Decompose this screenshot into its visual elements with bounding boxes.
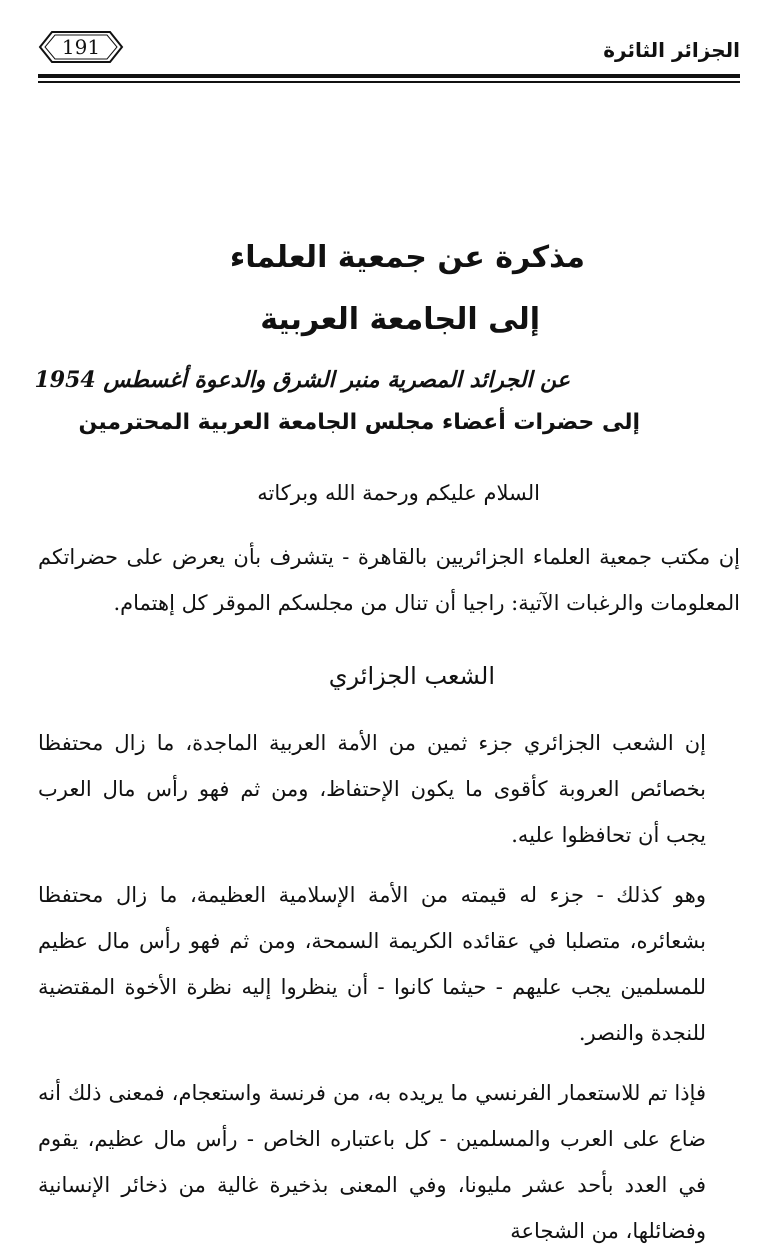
source-line: عن الجرائد المصرية منبر الشرق والدعوة أغسطس 1954 — [34, 367, 570, 393]
intro-paragraph: إن مكتب جمعية العلماء الجزائريين بالقاهرة - يتشرف بأن يعرض على حضراتكم المعلومات والرغبات الآتية: راجيا أن تنال من مجلسكم الموقر كل إهتمام. — [38, 545, 740, 615]
greeting: السلام عليكم ورحمة الله وبركاته — [257, 481, 540, 505]
document-title-line2: إلى الجامعة العربية — [260, 302, 540, 337]
page-body — [34, 230, 740, 1254]
header-rule-thin — [38, 81, 740, 83]
document-title-line1: مذكرة عن جمعية العلماء — [229, 240, 585, 275]
header-rule-thick — [38, 74, 740, 78]
body-paragraph-2: وهو كذلك - جزء له قيمته من الأمة الإسلامية العظيمة، ما زال محتفظا بشعائره، متصلبا في عقائده الكريمة السمحة، ومن ثم فهو رأس مال عظيم للمسلمين يجب عليهم - حيثما كانوا - أن ينظروا إليه نظرة الأخوة المقتضية للنجدة والنصر. — [38, 883, 706, 1045]
page-number: 191 — [61, 35, 101, 59]
running-title: الجزائر الثائرة — [603, 38, 740, 62]
body-paragraph-3: فإذا تم للاستعمار الفرنسي ما يريده به، من فرنسة واستعجام، فمعنى ذلك أنه ضاع على العرب والمسلمين - كل باعتباره الخاص - رأس مال عظيم، يقوم في العدد بأحد عشر مليونا، وفي المعنى بذخيرة غالية من ذخائر الإنسانية وفضائلها، من الشجاعة — [38, 1081, 706, 1243]
page-number-badge — [38, 30, 124, 64]
body-paragraph-1: إن الشعب الجزائري جزء ثمين من الأمة العربية الماجدة، ما زال محتفظا بخصائص العروبة كأقوى ما يكون الإحتفاظ، ومن ثم فهو رأس مال العرب يجب أن تحافظوا عليه. — [38, 731, 706, 847]
addressee-line: إلى حضرات أعضاء مجلس الجامعة العربية المحترمين — [78, 410, 640, 435]
section-heading: الشعب الجزائري — [328, 662, 495, 690]
page-header — [38, 30, 740, 90]
